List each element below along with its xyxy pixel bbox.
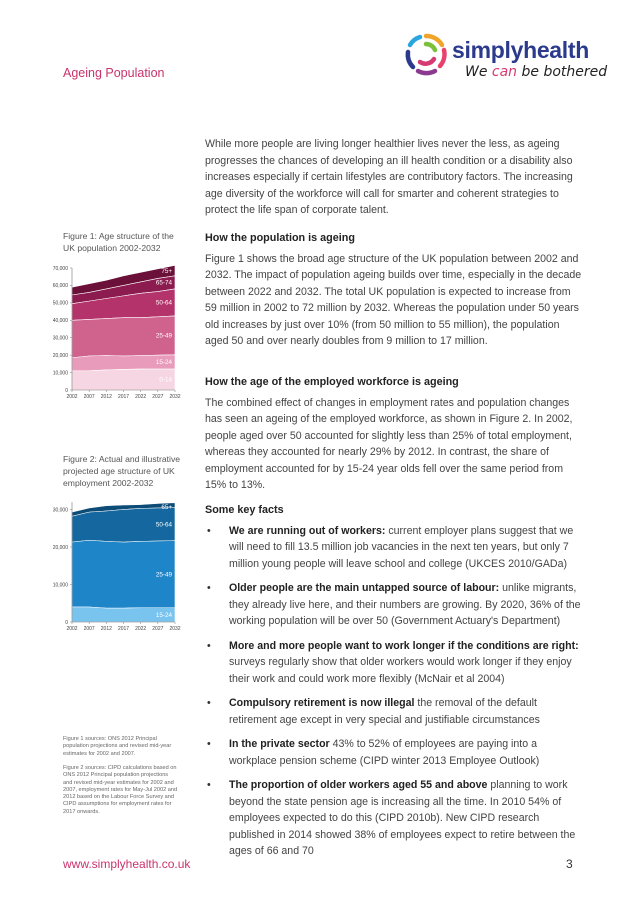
x-tick-label: 2017 xyxy=(117,626,130,632)
y-tick-label: 70,000 xyxy=(52,265,68,272)
brand-name: simplyhealth xyxy=(452,37,589,63)
section-population-ageing xyxy=(205,230,585,350)
section-workforce-ageing xyxy=(205,374,585,494)
x-tick-label: 2012 xyxy=(100,394,112,400)
list-item xyxy=(205,523,585,573)
y-tick-label: 20,000 xyxy=(52,352,68,359)
intro-text: While more people are living longer healthier lives never the less, as ageing progresses the chances of developing an ill health condition or a disability also increases especially if certain lifestyles are contributory factors. The increasing age diversity of the workforce will call for smarter and coherent strategies to protect the life span of corporate talent. xyxy=(205,138,573,216)
list-item xyxy=(205,777,585,860)
band-label: 65-74 xyxy=(155,279,172,287)
list-item xyxy=(205,638,585,688)
page-section-title: Ageing Population xyxy=(63,66,165,80)
figure2-chart xyxy=(45,498,185,636)
figure1-chart xyxy=(45,262,185,410)
section-text: Figure 1 shows the broad age structure of the UK population between 2002 and 2032. The impact of population ageing builds over time, especially in the decade between 2022 and 2032. The total UK population is expected to increase from 59 million in 2002 to 72 million by 2032. Whereas the population under 50 years old increases by just over 10% (from 50 million to 55 million), the population aged 50 and over nearly doubles from 9 million to 17 million. xyxy=(205,252,582,347)
x-tick-label: 2007 xyxy=(83,394,95,400)
y-tick-label: 60,000 xyxy=(52,283,68,290)
section-heading: How the age of the employed workforce is ageing xyxy=(205,376,459,388)
x-tick-label: 2027 xyxy=(152,626,164,632)
x-tick-label: 2022 xyxy=(135,626,147,632)
fact-text: 43% to 52% of employees are paying into a workplace pension scheme (CIPD winter 2013 Employee Outlook) xyxy=(229,738,540,767)
x-tick-label: 2032 xyxy=(169,626,181,632)
y-tick-label: 30,000 xyxy=(52,335,68,342)
y-tick-label: 0 xyxy=(65,387,68,394)
figure2-sources: Figure 2 sources: CIPD calculations based on ONS 2012 Principal population projections and revised mid-year estimates for 2002 and 2007, employment rates for May-Jul 2002 and 2012 based on the Labour Force Survey and CIPD assumptions for employment rates for 2017 onwards. xyxy=(63,765,178,815)
y-tick-label: 10,000 xyxy=(52,582,68,589)
bullet-icon: • xyxy=(207,524,211,537)
bullet-icon: • xyxy=(207,779,211,791)
list-item xyxy=(205,736,585,769)
x-tick-label: 2002 xyxy=(66,626,78,632)
y-tick-label: 10,000 xyxy=(52,370,68,377)
fact-bold: More and more people want to work longer if the conditions are right: xyxy=(229,639,579,652)
fact-bold: In the private sector xyxy=(229,738,330,750)
simplyhealth-logo[interactable] xyxy=(402,30,608,90)
x-tick-label: 2017 xyxy=(117,394,130,400)
fact-bold: The proportion of older workers aged 55 and above xyxy=(229,779,488,791)
band-label: 50-64 xyxy=(155,299,172,307)
x-tick-label: 2027 xyxy=(152,394,164,400)
fact-text: the removal of the default retirement age except in very special and justifiable circumstances xyxy=(229,697,540,726)
band-label: 0-14 xyxy=(159,376,172,384)
page-number: 3 xyxy=(566,857,573,871)
band-label: 50-64 xyxy=(155,521,172,529)
section-heading: How the population is ageing xyxy=(205,232,355,244)
band-label: 25-49 xyxy=(155,571,172,579)
fact-text: surveys regularly show that older workers would work longer if they enjoy their work and could work more flexibly (McNair et al 2004) xyxy=(229,656,572,685)
tagline-post: be bothered xyxy=(517,64,608,80)
y-tick-label: 50,000 xyxy=(52,300,68,307)
x-tick-label: 2007 xyxy=(83,626,95,632)
x-tick-label: 2032 xyxy=(169,394,181,400)
x-tick-label: 2002 xyxy=(66,394,78,400)
fact-text: unlike migrants, they already live here, and their numbers are growing. By 2020, 36% of the working population will be over 50 (Government Actuary's Department) xyxy=(229,582,581,627)
fact-bold: We are running out of workers: xyxy=(229,524,386,537)
band-label: 65+ xyxy=(161,503,172,511)
key-facts xyxy=(205,502,585,868)
footer-url-link[interactable]: www.simplyhealth.co.uk xyxy=(63,857,191,871)
figure1-caption: Figure 1: Age structure of the UK population 2002-2032 xyxy=(63,231,174,253)
band-label: 25-49 xyxy=(155,332,172,340)
section-text: The combined effect of changes in employment rates and population changes has seen an ageing of the employed workforce, as shown in Figure 2. In 2002, people aged over 50 accounted for slightly less than 25% of total employment, whereas they accounted for nearly 29% by 2012. In contrast, the share of employment accounted for by 15-24 year olds fell over the same period from 15% to 13%. xyxy=(205,396,573,491)
y-tick-label: 0 xyxy=(65,619,68,626)
fact-text: current employer plans suggest that we will need to fill 13.5 million job vacancies in the next ten years, but only 7 million young people will leave school and college (UKCES 2010/GADa) xyxy=(229,524,574,570)
band-label: 75+ xyxy=(161,267,172,275)
figure2-caption: Figure 2: Actual and illustrative projected age structure of UK employment 2002-2032 xyxy=(63,454,181,488)
logo-mark-icon xyxy=(402,30,450,78)
figure1-sources: Figure 1 sources: ONS 2012 Principal population projections and revised mid-year estimates for 2002 and 2007. xyxy=(63,736,172,757)
key-facts-heading: Some key facts xyxy=(205,504,284,516)
bullet-icon: • xyxy=(207,582,211,594)
list-item xyxy=(205,580,585,630)
band-label: 15-24 xyxy=(155,359,172,367)
tagline-pre: We xyxy=(465,64,492,80)
fact-bold: Older people are the main untapped source of labour: xyxy=(229,582,500,594)
fact-text: planning to work beyond the state pension age is increasing all the time. In 2010 54% of employees expected to do this (CIPD 2010b). New CIPD research published in 2014 showed 38% of employees expect to retire between the ages of 66 and 70 xyxy=(229,779,576,857)
bullet-icon: • xyxy=(207,697,211,709)
list-item xyxy=(205,695,585,728)
y-tick-label: 20,000 xyxy=(52,544,68,551)
fact-bold: Compulsory retirement is now illegal xyxy=(229,697,415,709)
bullet-icon: • xyxy=(207,639,211,652)
tagline-can: can xyxy=(491,64,518,80)
x-tick-label: 2012 xyxy=(100,626,112,632)
bullet-icon: • xyxy=(207,738,211,750)
band-label: 15-24 xyxy=(155,612,172,620)
x-tick-label: 2022 xyxy=(135,394,147,400)
y-tick-label: 40,000 xyxy=(52,318,68,325)
y-tick-label: 30,000 xyxy=(52,507,68,514)
brand-tagline xyxy=(465,64,607,80)
intro-paragraph xyxy=(205,136,585,219)
